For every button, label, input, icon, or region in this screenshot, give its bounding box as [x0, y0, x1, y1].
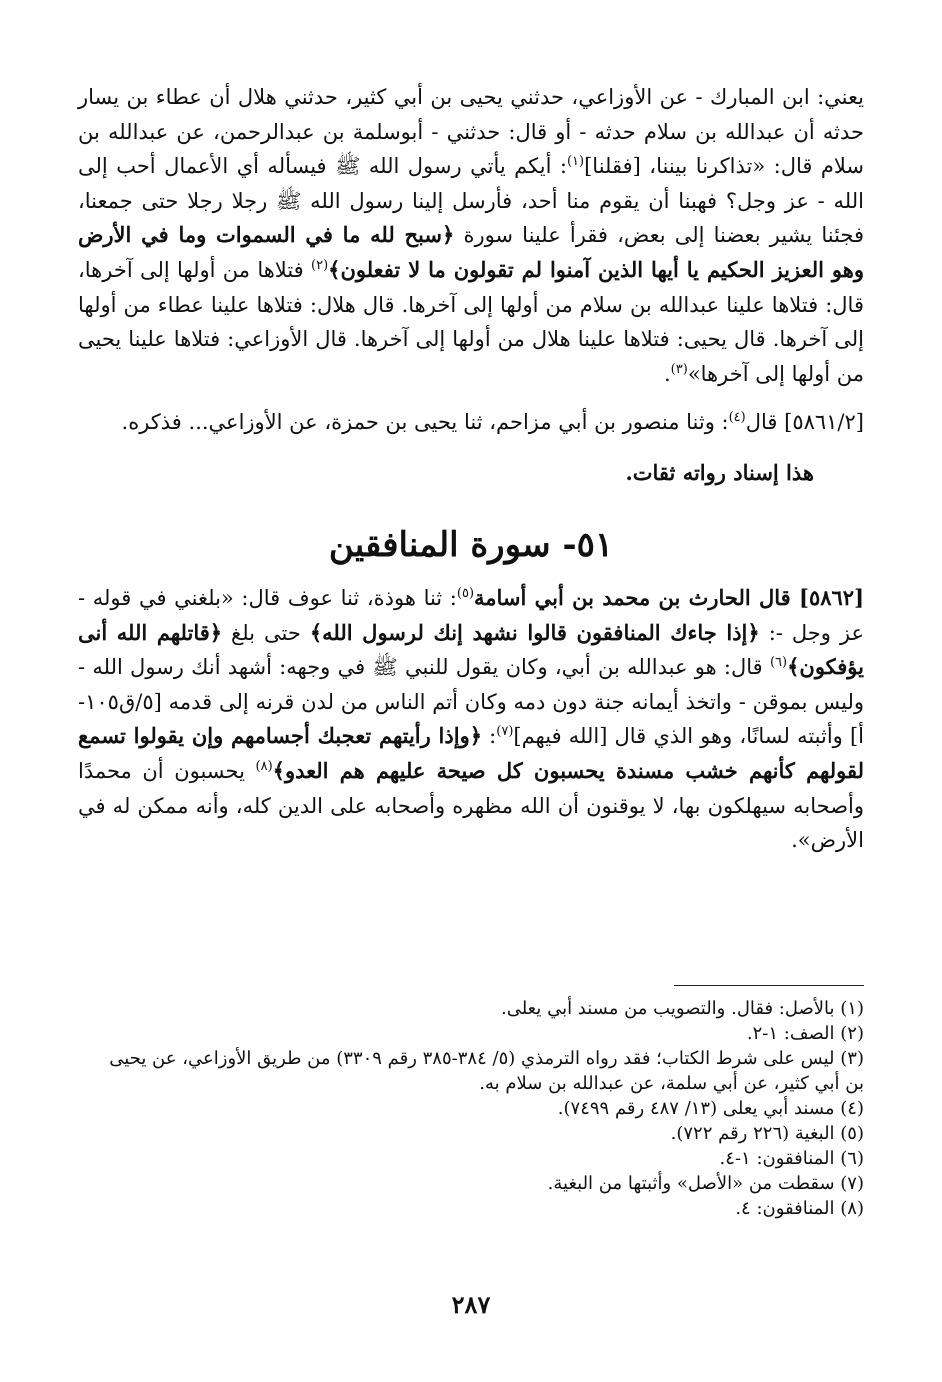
- footnote-marker: (٧): [496, 724, 514, 740]
- bold-text: ﴿قاتلهم الله أنى يؤفكون﴾: [78, 619, 864, 680]
- bold-text: ﴿سبح لله ما في السموات وما في الأرض وهو العزيز الحكيم يا أيها الذين آمنوا لم تقولون ما لا تفعلون﴾: [78, 222, 864, 282]
- footnote-marker: (٨): [255, 758, 273, 774]
- footnote-2: (٢) الصف: ١-٢.: [746, 1023, 864, 1044]
- footnote-marker: (٤): [728, 410, 746, 426]
- isnad-conclusion: هذا إسناد رواته ثقات.: [625, 459, 814, 485]
- paragraph-hadith-5862: [78, 581, 864, 858]
- paragraph-hadith-5861: [78, 405, 864, 440]
- footnote-marker: (٦): [769, 655, 788, 671]
- text-segment: : ثنا هوذة، ثنا عوف قال: «بلغني في قوله - عز وجل -:: [78, 585, 864, 645]
- footnote-8: (٨) المنافقون: ٤.: [735, 1198, 864, 1219]
- text-segment: : أيكم يأتي رسول الله ﷺ فيسأله أي الأعمال أحب إلى الله - عز وجل؟ فهبنا أن يقوم منا أحد، فأرسل إلينا رسول الله ﷺ رجلا رجلا حتى جمعنا، فجئنا يشير بعضنا إلى بعض، فقرأ علينا سورة: [78, 154, 864, 248]
- bold-text: ﴿إذا جاءك المنافقون قالوا نشهد إنك لرسول الله﴾: [309, 619, 760, 645]
- page-body: [78, 80, 864, 858]
- page-number: ٢٨٧: [451, 1290, 491, 1319]
- footnote-marker: (٣): [670, 361, 688, 377]
- footnote-4: (٤) مسند أبي يعلى (١٣/ ٤٨٧ رقم ٧٤٩٩).: [557, 1098, 864, 1119]
- footnote-5: (٥) البغية (٢٢٦ رقم ٧٢٢).: [670, 1123, 864, 1144]
- footnote-7: (٧) سقطت من «الأصل» وأثبتها من البغية.: [547, 1173, 864, 1194]
- footnote-marker: (٢): [311, 257, 329, 273]
- text-segment: : وثنا منصور بن أبي مزاحم، ثنا يحيى بن حمزة، عن الأوزاعي... فذكره.: [121, 410, 729, 435]
- paragraph-hadith-5860: [78, 80, 864, 391]
- text-segment: يعني: ابن المبارك - عن الأوزاعي، حدثني يحيى بن أبي كثير، حدثني هلال أن عطاء بن يسار حدثه أن عبدالله بن سلام حدثه - أو قال: حدثني - أبوسلمة بن عبدالرحمن، عن عبدالله بن سلام قال: «تذاكرنا بيننا، [فقلنا]: [78, 85, 865, 179]
- footnote-6: (٦) المنافقون: ١-٤.: [719, 1148, 864, 1169]
- text-segment: قال: هو عبدالله بن أبي، وكان يقول للنبي ﷺ في وجهه: أشهد أنك رسول الله - وليس بموقن - واتخذ أيمانه جنة دون دمه وكان أتم الناس من لدن قرنه إلى قدمه [٥/ق١٠٥-أ] وأثبته لسانًا، وهو الذي قال [الله فيهم]: [78, 655, 864, 749]
- text-segment: :: [482, 724, 497, 749]
- bold-text: [٥٨٦٢] قال الحارث بن محمد بن أبي أسامة: [474, 584, 864, 610]
- text-segment: يحسبون أن محمدًا وأصحابه سيهلكون بها، لا يوقنون أن الله مظهره وأصحابه على الدين كله، وأنه ممكن له في الأرض».: [78, 758, 864, 853]
- section-heading: ٥١- سورة المنافقين: [328, 524, 614, 565]
- text-segment: .: [663, 361, 671, 386]
- footnote-marker: (٥): [456, 585, 475, 601]
- text-segment: [٥٨٦١/٢] قال: [745, 410, 864, 435]
- bold-text: ﴿وإذا رأيتهم تعجبك أجسامهم وإن يقولوا تسمع لقولهم كأنهم خشب مسندة يحسبون كل صيحة عليهم هم العدو﴾: [78, 723, 864, 783]
- text-segment: فتلاها من أولها إلى آخرها، قال: فتلاها علينا عبدالله بن سلام من أولها إلى آخرها. قال هلال: فتلاها علينا عطاء من أولها إلى آخرها. قال يحيى: فتلاها علينا هلال من أولها إلى آخرها. قال الأوزاعي: فتلاها علينا يحيى من أولها إلى آخرها»: [78, 257, 864, 386]
- footnote-marker: (١): [566, 154, 585, 170]
- footnote-1: (١) بالأصل: فقال. والتصويب من مسند أبي يعلى.: [500, 998, 864, 1019]
- footnote-divider: [674, 985, 864, 986]
- text-segment: حتى بلغ: [222, 620, 310, 645]
- footnote-3: (٣) ليس على شرط الكتاب؛ فقد رواه الترمذي (٥/ ٣٨٤-٣٨٥ رقم ٣٣٠٩) من طريق الأوزاعي، عن يحيى بن أبي كثير، عن أبي سلمة، عن عبدالله بن سلام به.: [109, 1048, 864, 1094]
- footnotes: [100, 996, 864, 1221]
